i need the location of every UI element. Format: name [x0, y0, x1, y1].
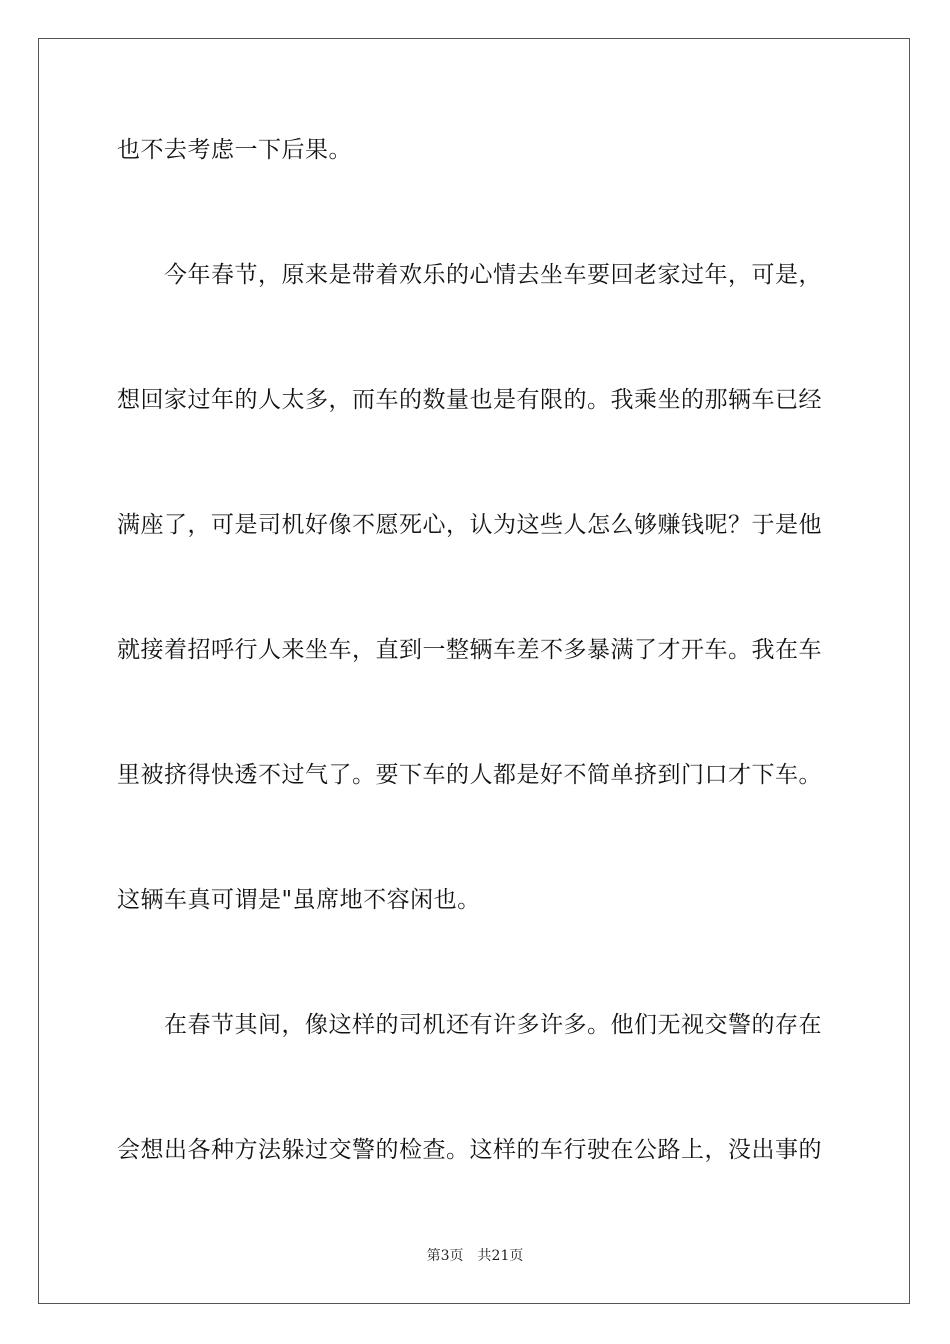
body-text-line: 想回家过年的人太多，而车的数量也是有限的。我乘坐的那辆车已经	[117, 387, 822, 413]
page-border	[38, 38, 910, 1304]
body-text-line: 里被挤得快透不过气了。要下车的人都是好不简单挤到门口才下车。	[117, 762, 822, 788]
body-text-line: 就接着招呼行人来坐车，直到一整辆车差不多暴满了才开车。我在车	[117, 637, 822, 663]
paragraph-first-line: 在春节其间，像这样的司机还有许多许多。他们无视交警的存在	[164, 1012, 822, 1038]
body-text-line: 这辆车真可谓是"虽席地不容闲也。	[117, 887, 481, 913]
page-total: 共21页	[477, 1248, 524, 1264]
body-text-line: 也不去考虑一下后果。	[117, 137, 352, 163]
page-number: 第3页	[426, 1248, 464, 1264]
body-text-line: 会想出各种方法躲过交警的检查。这样的车行驶在公路上，没出事的	[117, 1137, 822, 1163]
body-text-line: 满座了，可是司机好像不愿死心，认为这些人怎么够赚钱呢？于是他	[117, 512, 822, 538]
page-footer	[0, 1246, 950, 1266]
paragraph-first-line: 今年春节，原来是带着欢乐的心情去坐车要回老家过年，可是，	[164, 262, 822, 288]
